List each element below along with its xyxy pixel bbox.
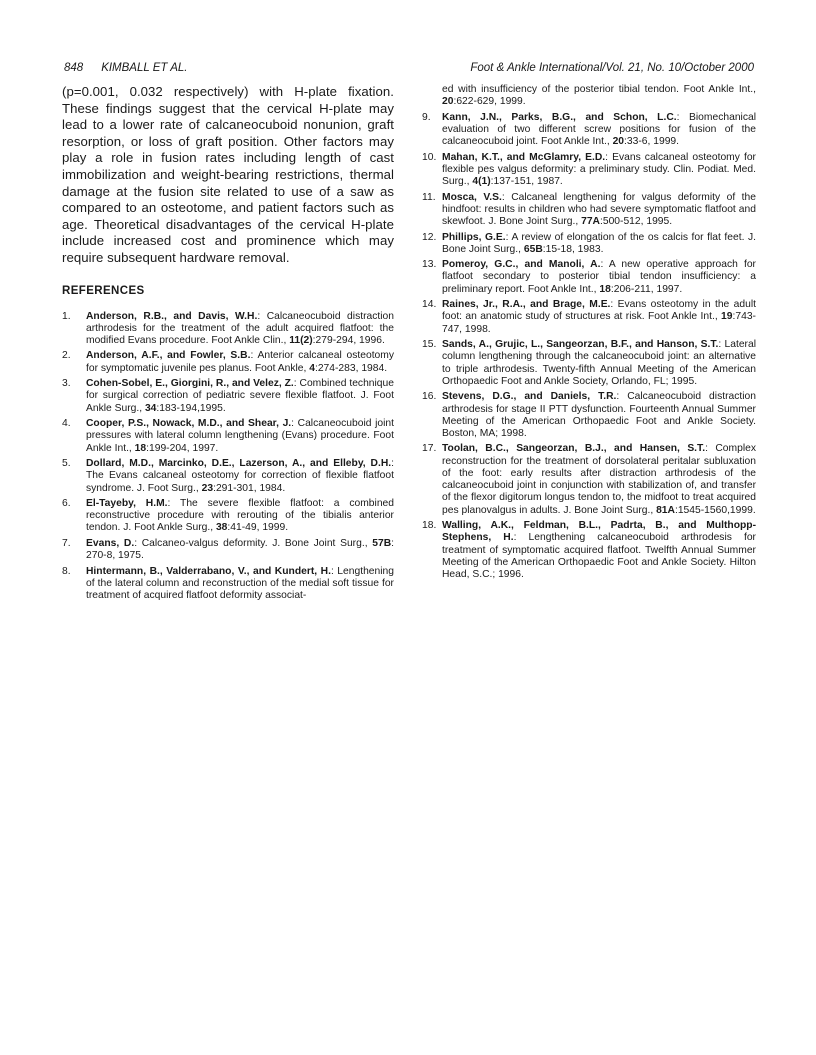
reference-text: : Biomechanical evaluation of two different screw positions for fusion of the calcaneocuboid joint. Foot Ankle Int., [442,111,756,148]
reference-item [62,418,394,455]
reference-authors: Mosca, V.S. [442,191,502,203]
reference-number: 13. [422,259,437,271]
reference-text: : Evans osteotomy in the adult foot: an anatomic study of structures at risk. Foot Ankle Int., [442,299,756,323]
reference-authors: Hintermann, B., Valderrabano, V., and Kundert, H. [86,565,331,577]
reference-authors: Anderson, A.F., and Fowler, S.B. [86,350,251,362]
running-header [64,62,754,78]
reference-pages: :41-49, 1999. [227,522,289,534]
reference-item [422,84,756,109]
reference-number: 8. [62,565,71,577]
reference-pages: :500-512, 1995. [599,216,673,228]
reference-item [422,520,756,581]
reference-item [422,391,756,440]
reference-item [62,538,394,563]
reference-number: 12. [422,231,437,243]
reference-text: : Evans calcaneal osteotomy for flexible pes valgus deformity: a preliminary study. Clin. Podiat. Med. Surg., [442,151,756,188]
reference-volume: 34 [144,402,157,414]
reference-item [62,498,394,535]
reference-text: : The severe flexible flatfoot: a combined reconstructive procedure with rerouting of the tibialis anterior tendon. J. Foot Ankle Surg., [86,497,395,534]
reference-authors: Mahan, K.T., and McGlamry, E.D. [442,151,606,163]
reference-authors: Cohen-Sobel, E., Giorgini, R., and Velez, Z. [86,378,294,390]
reference-authors: El-Tayeby, H.M. [86,497,168,509]
reference-number: 7. [62,537,71,549]
reference-item [62,378,394,415]
reference-pages: :199-204, 1997. [146,442,219,454]
reference-number: 4. [62,418,71,430]
reference-authors: Anderson, R.B., and Davis, W.H. [86,310,258,322]
reference-item [422,299,756,336]
reference-item [422,232,756,257]
reference-authors: Sands, A., Grujic, L., Sangeorzan, B.F., and Hanson, S.T. [442,339,719,351]
reference-volume: 20 [612,136,625,148]
reference-authors: Toolan, B.C., Sangeorzan, B.J., and Hansen, S.T. [442,443,706,455]
reference-number: 18. [422,520,437,532]
reference-pages: :274-283, 1984. [314,362,388,374]
reference-volume: 18 [134,442,147,454]
left-column [62,84,394,606]
reference-item [62,458,394,495]
reference-text: : Complex reconstruction for the treatment of dorsolateral peritalar subluxation of the foot: early results after distraction arthrodesis of the calcaneocuboid joint in conjunction with stabilization of, and transfer of the flexor digitorum longus tendon to, the midfoot to treat acquired pes planovalgus in adults. J. Bone Joint Surg., [442,443,757,516]
reference-text: : Combined technique for surgical correction of pediatric severe flexible flatfoot. J. Foot Ankle Surg., [86,378,394,414]
header-left [64,62,187,74]
reference-text: : Anterior calcaneal osteotomy for symptomatic juvenile pes planus. Foot Ankle, [86,350,395,374]
reference-number: 17. [422,443,437,455]
reference-item [422,112,756,149]
reference-item [62,566,394,603]
reference-item [422,443,756,517]
reference-number: 3. [62,378,71,390]
reference-number: 14. [422,299,437,311]
reference-item [422,259,756,296]
reference-volume: 81A [656,504,675,516]
body-paragraph: (p=0.001, 0.032 respectively) with H-plate fixation. These findings suggest that the cervical H-plate may lead to a lower rate of calcaneocuboid nonunion, graft resorption, or loss of graft position. Other factors may play a role in fusion rates including length of cast immobilization and weight-bearing restrictions, thermal damage at the fusion site related to use of a saw as compared to an osteotome, and patient factors such as age. Theoretical disadvantages of the cervical H-plate include increased cost and prominence which may require subsequent hardware removal. [62,84,394,265]
reference-item [422,192,756,229]
reference-pages: :183-194,1995. [156,402,226,414]
reference-text: : Calcaneal lengthening for valgus deformity of the hindfoot: results in children who had severe symptomatic flatfoot and skewfoot. J. Bone Joint Surg., [442,191,756,228]
reference-authors: Phillips, G.E. [442,231,506,243]
reference-text: : Calcaneocuboid distraction arthrodesis for stage II PTT dysfunction. Fourteenth Annual Summer Meeting of the American Orthopaedic Foot and Ankle Society. Boston, MA; 1998. [442,391,756,439]
reference-item [62,350,394,375]
reference-pages: :206-211, 1997. [610,283,683,295]
reference-authors: Cooper, P.S., Nowack, M.D., and Shear, J. [86,418,292,430]
reference-item [422,339,756,388]
reference-authors: Walling, A.K., Feldman, B.L., Padrta, B., and Multhopp-Stephens, H. [442,520,756,544]
reference-volume: 38 [215,522,228,534]
reference-number: 2. [62,350,71,362]
reference-text: : Lengthening of the lateral column and reconstruction of the medial soft tissue for treatment of acquired flatfoot deformity associat- [86,565,394,602]
reference-pages: :743-747, 1998. [442,311,756,335]
reference-number: 1. [62,310,71,322]
reference-volume: 57B [372,537,392,549]
reference-text: : Calcaneocuboid joint pressures with lateral column lengthening (Evans) procedure. Foot Ankle Int., [86,418,394,454]
reference-pages: :137-151, 1987. [490,176,563,188]
reference-authors: Raines, Jr., R.A., and Brage, M.E. [442,299,611,311]
reference-item [62,311,394,348]
reference-pages: :1545-1560,1999. [674,504,756,516]
reference-text: : Lateral column lengthening through the calcaneocuboid joint: an alternative to triple arthrodesis. Twenty-fifth Annual Meeting of the American Orthopaedic Foot and Ankle Society, Orlando, FL; 1995. [442,339,756,387]
reference-number: 15. [422,339,437,351]
reference-text: : A new operative approach for flatfoot secondary to posterior tibial tendon insufficiency: a preliminary report. Foot Ankle Int., [442,259,756,295]
reference-number: 5. [62,458,71,470]
reference-text: : The Evans calcaneal osteotomy for correction of flexible flatfoot syndrome. J. Foot Surg., [86,458,394,494]
references-list-left [62,311,394,603]
reference-pages: : 270-8, 1975. [86,537,394,562]
reference-authors: Pomeroy, G.C., and Manoli, A. [442,259,601,271]
reference-volume: 11(2) [289,335,313,347]
reference-text: : A review of elongation of the os calcis for flat feet. J. Bone Joint Surg., [442,231,756,255]
reference-text: : Lengthening calcaneocuboid arthrodesis for treatment of symptomatic acquired flatfoot. Twelfth Annual Summer Meeting of the American Orthopaedic Foot and Ankle Society. Hilton Head, S.C.; 1996. [442,532,756,581]
journal-citation: Foot & Ankle International/Vol. 21, No. 10/October 2000 [470,62,754,74]
reference-volume: 77A [581,216,600,228]
reference-number: 16. [422,391,437,403]
references-list-right [422,84,756,581]
reference-volume: 18 [599,283,611,295]
reference-authors: Kann, J.N., Parks, B.G., and Schon, L.C. [442,111,677,123]
reference-number: 10. [422,151,437,163]
reference-volume: 4 [309,362,315,374]
right-column [422,84,756,585]
reference-pages: :279-294, 1996. [312,335,385,347]
reference-authors: Stevens, D.G., and Daniels, T.R. [442,391,617,403]
page-number: 848 [64,62,84,74]
reference-pages: :15-18, 1983. [542,243,604,255]
reference-text: : Calcaneo-valgus deformity. J. Bone Joint Surg., [134,537,373,549]
reference-number: 11. [422,191,436,203]
references-heading: REFERENCES [62,284,145,297]
reference-pages: :291-301, 1984. [213,482,286,494]
running-authors: KIMBALL ET AL. [101,62,188,74]
reference-volume: 4(1) [472,176,491,188]
reference-authors: Dollard, M.D., Marcinko, D.E., Lazerson, A., and Elleby, D.H. [86,458,392,470]
reference-number: 9. [422,111,431,123]
reference-pages: :622-629, 1999. [453,96,526,108]
reference-item [422,152,756,189]
reference-text: ed with insufficiency of the posterior tibial tendon. Foot Ankle Int., [442,84,756,95]
reference-pages: :33-6, 1999. [624,136,680,148]
reference-authors: Evans, D. [86,537,135,549]
reference-volume: 23 [201,482,214,494]
reference-text: : Calcaneocuboid distraction arthrodesis for the treatment of the adult acquired flatfoot: the modified Evans procedure. Foot Ankle Clin., [86,310,394,347]
reference-volume: 20 [442,96,454,108]
reference-volume: 65B [523,243,543,255]
reference-number: 6. [62,497,71,509]
reference-volume: 19 [721,311,733,323]
